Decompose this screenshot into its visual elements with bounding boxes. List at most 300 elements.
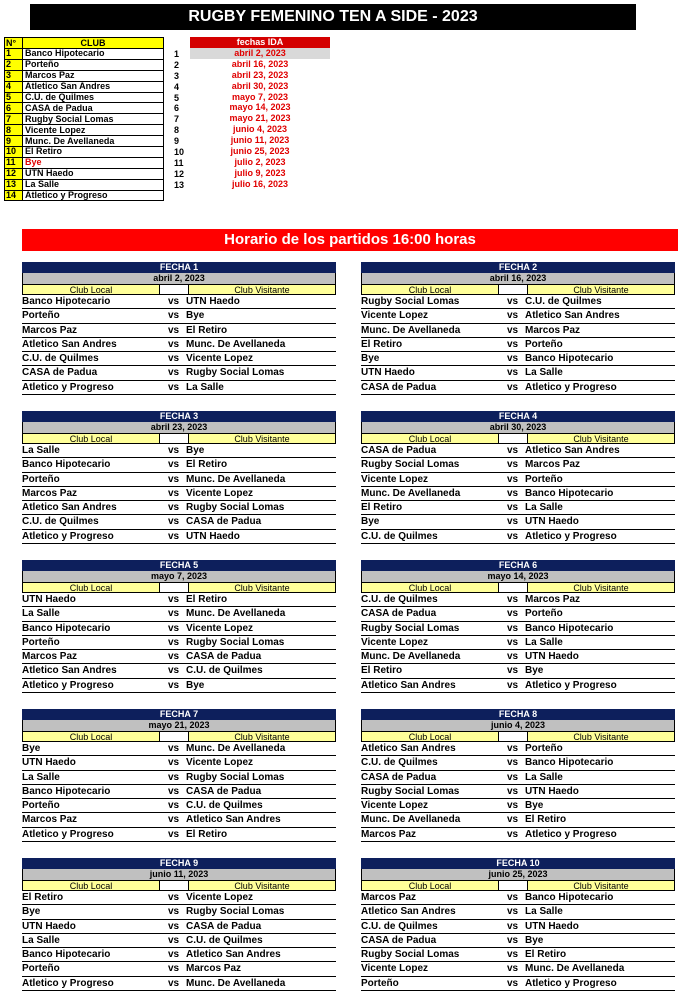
- away-club: El Retiro: [186, 594, 228, 605]
- fecha-block: [361, 262, 675, 395]
- away-club: La Salle: [186, 381, 224, 393]
- home-club: UTN Haedo: [361, 367, 415, 379]
- home-club: Atletico San Andres: [22, 502, 117, 514]
- vs-label: vs: [168, 487, 180, 499]
- home-club: El Retiro: [361, 502, 403, 514]
- clubs-table: [4, 37, 164, 201]
- col-local-header: Club Local: [22, 731, 160, 742]
- fecha-date: mayo 21, 2023: [22, 720, 336, 731]
- home-club: La Salle: [22, 771, 60, 783]
- away-club: Munc. De Avellaneda: [186, 473, 286, 485]
- vs-label: vs: [168, 608, 180, 620]
- home-club: Atletico y Progreso: [22, 530, 114, 542]
- fecha-number: 2: [174, 59, 180, 70]
- fecha-ida-date: abril 16, 2023: [231, 58, 289, 69]
- club-name: Vicente Lopez: [23, 125, 164, 136]
- match-row: [361, 799, 675, 813]
- column-header-row: [361, 880, 675, 891]
- column-header-row: [22, 582, 336, 593]
- home-club: Porteño: [22, 473, 60, 485]
- match-row: [22, 891, 336, 905]
- club-number: 6: [5, 103, 23, 114]
- match-row: [361, 756, 675, 770]
- match-row: [22, 785, 336, 799]
- vs-label: vs: [168, 516, 180, 528]
- fecha-date: abril 2, 2023: [22, 273, 336, 284]
- away-club: Bye: [525, 934, 544, 946]
- match-row: [361, 934, 675, 948]
- match-row: [22, 309, 336, 323]
- vs-label: vs: [507, 445, 519, 456]
- fecha-title: FECHA 7: [22, 709, 336, 720]
- col-local-header: Club Local: [22, 284, 160, 295]
- fecha-number: 8: [174, 125, 180, 136]
- away-club: Porteño: [525, 473, 563, 485]
- col-spacer: [160, 284, 188, 295]
- away-club: CASA de Padua: [186, 785, 262, 797]
- away-club: Vicente Lopez: [186, 757, 254, 769]
- home-club: Banco Hipotecario: [22, 949, 111, 961]
- vs-label: vs: [507, 594, 519, 605]
- match-row: [361, 664, 675, 678]
- away-club: La Salle: [525, 771, 563, 783]
- home-club: UTN Haedo: [22, 757, 76, 769]
- fecha-date: mayo 14, 2023: [361, 571, 675, 582]
- club-row: [5, 103, 164, 114]
- col-visitante-header: Club Visitante: [188, 731, 336, 742]
- fecha-block: [22, 858, 336, 991]
- away-club: La Salle: [525, 636, 563, 648]
- vs-label: vs: [168, 338, 180, 350]
- fecha-ida-date: abril 23, 2023: [231, 69, 289, 80]
- away-club: El Retiro: [186, 324, 228, 336]
- club-number: 3: [5, 70, 23, 81]
- vs-label: vs: [507, 892, 519, 903]
- club-number: 10: [5, 147, 23, 158]
- match-row: [361, 622, 675, 636]
- match-row: [361, 324, 675, 338]
- away-club: C.U. de Quilmes: [186, 934, 263, 946]
- vs-label: vs: [168, 324, 180, 336]
- away-club: Munc. De Avellaneda: [186, 608, 286, 620]
- home-club: C.U. de Quilmes: [361, 530, 438, 542]
- home-club: Atletico y Progreso: [22, 679, 114, 691]
- away-club: Porteño: [525, 338, 563, 350]
- away-club: Munc. De Avellaneda: [525, 963, 625, 975]
- vs-label: vs: [168, 785, 180, 797]
- club-name: Rugby Social Lomas: [23, 114, 164, 125]
- away-club: El Retiro: [525, 814, 567, 826]
- away-club: UTN Haedo: [186, 296, 240, 307]
- club-row: [5, 179, 164, 190]
- fecha-ida-date: junio 11, 2023: [230, 135, 290, 146]
- away-club: Atletico San Andres: [186, 949, 281, 961]
- vs-label: vs: [507, 651, 519, 663]
- club-name: Munc. De Avellaneda: [23, 136, 164, 147]
- away-club: UTN Haedo: [525, 516, 579, 528]
- fecha-number: 10: [174, 147, 185, 158]
- match-row: [361, 487, 675, 501]
- column-header-row: [22, 731, 336, 742]
- match-row: [361, 338, 675, 352]
- home-club: Banco Hipotecario: [22, 785, 111, 797]
- away-club: Banco Hipotecario: [525, 487, 614, 499]
- clubs-header-num: N°: [5, 38, 23, 49]
- match-row: [361, 593, 675, 607]
- fechas-ida-list: [190, 37, 330, 190]
- vs-label: vs: [168, 757, 180, 769]
- match-row: [22, 352, 336, 366]
- away-club: Vicente Lopez: [186, 622, 254, 634]
- vs-label: vs: [168, 310, 180, 322]
- fecha-ida-date: julio 16, 2023: [231, 178, 289, 189]
- away-club: Banco Hipotecario: [525, 622, 614, 634]
- match-row: [22, 444, 336, 458]
- away-club: La Salle: [525, 906, 563, 918]
- home-club: La Salle: [22, 445, 60, 456]
- fecha-title: FECHA 1: [22, 262, 336, 273]
- club-name: Bye: [23, 157, 164, 168]
- match-row: [22, 813, 336, 827]
- fecha-date: junio 4, 2023: [361, 720, 675, 731]
- club-row: [5, 157, 164, 168]
- home-club: Marcos Paz: [361, 892, 417, 903]
- col-visitante-header: Club Visitante: [188, 284, 336, 295]
- col-visitante-header: Club Visitante: [188, 880, 336, 891]
- vs-label: vs: [507, 949, 519, 961]
- fecha-title: FECHA 3: [22, 411, 336, 422]
- club-row: [5, 136, 164, 147]
- home-club: Atletico San Andres: [22, 338, 117, 350]
- home-club: Banco Hipotecario: [22, 296, 111, 307]
- vs-label: vs: [507, 906, 519, 918]
- match-row: [22, 501, 336, 515]
- match-row: [22, 962, 336, 976]
- club-number: 13: [5, 179, 23, 190]
- fecha-block: [361, 560, 675, 693]
- vs-label: vs: [507, 622, 519, 634]
- away-club: Porteño: [525, 743, 563, 754]
- vs-label: vs: [507, 296, 519, 307]
- away-club: Rugby Social Lomas: [186, 502, 285, 514]
- home-club: Atletico y Progreso: [22, 381, 114, 393]
- vs-label: vs: [168, 502, 180, 514]
- fecha-number: 12: [174, 168, 185, 179]
- col-local-header: Club Local: [22, 582, 160, 593]
- home-club: Vicente Lopez: [361, 636, 429, 648]
- vs-label: vs: [507, 516, 519, 528]
- match-row: [361, 813, 675, 827]
- column-header-row: [361, 582, 675, 593]
- away-club: Atletico y Progreso: [525, 828, 617, 840]
- fecha-block: [22, 560, 336, 693]
- fecha-ida-date: mayo 14, 2023: [229, 102, 291, 113]
- vs-label: vs: [168, 636, 180, 648]
- club-row: [5, 81, 164, 92]
- match-row: [22, 530, 336, 544]
- home-club: C.U. de Quilmes: [22, 353, 99, 365]
- club-name: UTN Haedo: [23, 168, 164, 179]
- vs-label: vs: [507, 459, 519, 471]
- club-name: Atletico y Progreso: [23, 190, 164, 201]
- fecha-block: [361, 411, 675, 544]
- col-spacer: [499, 433, 527, 444]
- match-row: [361, 679, 675, 693]
- home-club: La Salle: [22, 934, 60, 946]
- col-spacer: [499, 731, 527, 742]
- club-number: 14: [5, 190, 23, 201]
- away-club: Rugby Social Lomas: [186, 367, 285, 379]
- col-local-header: Club Local: [361, 582, 499, 593]
- match-row: [22, 487, 336, 501]
- home-club: Rugby Social Lomas: [361, 949, 460, 961]
- away-club: Atletico y Progreso: [525, 530, 617, 542]
- fecha-ida-date: junio 4, 2023: [232, 124, 288, 135]
- vs-label: vs: [168, 473, 180, 485]
- match-row: [22, 593, 336, 607]
- home-club: Bye: [22, 743, 41, 754]
- home-club: CASA de Padua: [361, 934, 437, 946]
- home-club: Porteño: [361, 977, 399, 989]
- home-club: Marcos Paz: [361, 828, 417, 840]
- fecha-title: FECHA 5: [22, 560, 336, 571]
- club-number: 9: [5, 136, 23, 147]
- col-visitante-header: Club Visitante: [527, 284, 675, 295]
- away-club: El Retiro: [525, 949, 567, 961]
- fecha-title: FECHA 8: [361, 709, 675, 720]
- match-row: [361, 352, 675, 366]
- home-club: El Retiro: [22, 892, 64, 903]
- home-club: Atletico San Andres: [361, 906, 456, 918]
- vs-label: vs: [507, 502, 519, 514]
- away-club: Bye: [525, 665, 544, 677]
- col-visitante-header: Club Visitante: [527, 433, 675, 444]
- fecha-ida-date: abril 30, 2023: [231, 80, 289, 91]
- vs-label: vs: [168, 743, 180, 754]
- match-row: [361, 636, 675, 650]
- vs-label: vs: [507, 743, 519, 754]
- home-club: Bye: [22, 906, 41, 918]
- match-row: [361, 444, 675, 458]
- away-club: La Salle: [525, 502, 563, 514]
- column-header-row: [22, 433, 336, 444]
- fecha-number: 9: [174, 136, 180, 147]
- away-club: El Retiro: [186, 828, 228, 840]
- home-club: Munc. De Avellaneda: [361, 487, 461, 499]
- fecha-date: junio 25, 2023: [361, 869, 675, 880]
- away-club: Banco Hipotecario: [525, 757, 614, 769]
- match-row: [361, 920, 675, 934]
- home-club: Vicente Lopez: [361, 800, 429, 812]
- away-club: UTN Haedo: [525, 785, 579, 797]
- away-club: Atletico y Progreso: [525, 679, 617, 691]
- home-club: Atletico San Andres: [361, 743, 456, 754]
- vs-label: vs: [507, 608, 519, 620]
- col-local-header: Club Local: [361, 880, 499, 891]
- col-local-header: Club Local: [361, 433, 499, 444]
- home-club: Bye: [361, 516, 380, 528]
- home-club: Marcos Paz: [22, 814, 78, 826]
- col-visitante-header: Club Visitante: [527, 880, 675, 891]
- col-spacer: [160, 433, 188, 444]
- away-club: Porteño: [525, 608, 563, 620]
- home-club: Munc. De Avellaneda: [361, 324, 461, 336]
- vs-label: vs: [507, 353, 519, 365]
- match-row: [361, 650, 675, 664]
- col-visitante-header: Club Visitante: [188, 582, 336, 593]
- vs-label: vs: [168, 594, 180, 605]
- match-row: [361, 891, 675, 905]
- vs-label: vs: [507, 473, 519, 485]
- vs-label: vs: [168, 949, 180, 961]
- vs-label: vs: [168, 771, 180, 783]
- vs-label: vs: [507, 487, 519, 499]
- vs-label: vs: [507, 771, 519, 783]
- vs-label: vs: [168, 828, 180, 840]
- club-row: [5, 125, 164, 136]
- col-spacer: [160, 880, 188, 891]
- match-row: [22, 742, 336, 756]
- match-row: [361, 366, 675, 380]
- home-club: C.U. de Quilmes: [22, 516, 99, 528]
- home-club: Atletico San Andres: [22, 665, 117, 677]
- match-row: [22, 664, 336, 678]
- col-local-header: Club Local: [22, 880, 160, 891]
- home-club: Atletico San Andres: [361, 679, 456, 691]
- fecha-block: [22, 709, 336, 842]
- fecha-date: mayo 7, 2023: [22, 571, 336, 582]
- fecha-block: [361, 709, 675, 842]
- home-club: Rugby Social Lomas: [361, 459, 460, 471]
- vs-label: vs: [168, 530, 180, 542]
- fecha-block: [361, 858, 675, 991]
- vs-label: vs: [507, 679, 519, 691]
- club-row: [5, 114, 164, 125]
- club-name: Porteño: [23, 59, 164, 70]
- col-spacer: [499, 880, 527, 891]
- club-row: [5, 168, 164, 179]
- away-club: Bye: [186, 445, 205, 456]
- home-club: Rugby Social Lomas: [361, 296, 460, 307]
- fecha-number: 4: [174, 81, 180, 92]
- home-club: Banco Hipotecario: [22, 622, 111, 634]
- home-club: C.U. de Quilmes: [361, 920, 438, 932]
- vs-label: vs: [168, 800, 180, 812]
- away-club: Atletico San Andres: [186, 814, 281, 826]
- away-club: Bye: [525, 800, 544, 812]
- vs-label: vs: [168, 920, 180, 932]
- vs-label: vs: [507, 367, 519, 379]
- away-club: C.U. de Quilmes: [525, 296, 602, 307]
- match-row: [22, 799, 336, 813]
- home-club: Rugby Social Lomas: [361, 622, 460, 634]
- match-row: [22, 366, 336, 380]
- vs-label: vs: [168, 665, 180, 677]
- vs-label: vs: [507, 636, 519, 648]
- home-club: Porteño: [22, 310, 60, 322]
- home-club: Porteño: [22, 800, 60, 812]
- vs-label: vs: [507, 338, 519, 350]
- away-club: Vicente Lopez: [186, 353, 254, 365]
- match-row: [361, 295, 675, 309]
- fecha-number: 1: [174, 49, 180, 59]
- column-header-row: [361, 731, 675, 742]
- vs-label: vs: [507, 665, 519, 677]
- club-number: 2: [5, 59, 23, 70]
- home-club: C.U. de Quilmes: [361, 594, 438, 605]
- club-name: C.U. de Quilmes: [23, 92, 164, 103]
- home-club: Bye: [361, 353, 380, 365]
- match-row: [22, 948, 336, 962]
- vs-label: vs: [507, 757, 519, 769]
- page-title: RUGBY FEMENINO TEN A SIDE - 2023: [30, 4, 636, 30]
- away-club: Atletico y Progreso: [525, 381, 617, 393]
- away-club: Marcos Paz: [525, 459, 581, 471]
- fecha-ida-date: junio 25, 2023: [230, 146, 290, 157]
- vs-label: vs: [168, 367, 180, 379]
- club-name: El Retiro: [23, 147, 164, 158]
- home-club: CASA de Padua: [361, 445, 437, 456]
- col-visitante-header: Club Visitante: [527, 582, 675, 593]
- away-club: Munc. De Avellaneda: [186, 743, 286, 754]
- vs-label: vs: [507, 963, 519, 975]
- vs-label: vs: [168, 445, 180, 456]
- away-club: Rugby Social Lomas: [186, 771, 285, 783]
- vs-label: vs: [507, 934, 519, 946]
- club-name: La Salle: [23, 179, 164, 190]
- away-club: UTN Haedo: [525, 651, 579, 663]
- home-club: Atletico y Progreso: [22, 828, 114, 840]
- vs-label: vs: [168, 892, 180, 903]
- match-row: [361, 948, 675, 962]
- vs-label: vs: [507, 324, 519, 336]
- fecha-title: FECHA 10: [361, 858, 675, 869]
- column-header-row: [22, 284, 336, 295]
- away-club: CASA de Padua: [186, 516, 262, 528]
- club-row: [5, 49, 164, 60]
- match-row: [22, 338, 336, 352]
- column-header-row: [22, 880, 336, 891]
- match-row: [361, 962, 675, 976]
- club-number: 4: [5, 81, 23, 92]
- away-club: Atletico San Andres: [525, 445, 620, 456]
- fecha-number: 3: [174, 70, 180, 81]
- vs-label: vs: [507, 977, 519, 989]
- match-row: [22, 905, 336, 919]
- col-spacer: [499, 582, 527, 593]
- col-local-header: Club Local: [361, 284, 499, 295]
- away-club: Marcos Paz: [186, 963, 242, 975]
- away-club: Banco Hipotecario: [525, 353, 614, 365]
- fecha-date: junio 11, 2023: [22, 869, 336, 880]
- fecha-ida-date: julio 2, 2023: [234, 156, 286, 167]
- home-club: Munc. De Avellaneda: [361, 814, 461, 826]
- match-row: [22, 515, 336, 529]
- vs-label: vs: [507, 800, 519, 812]
- club-name: Marcos Paz: [23, 70, 164, 81]
- col-visitante-header: Club Visitante: [527, 731, 675, 742]
- away-club: Atletico y Progreso: [525, 977, 617, 989]
- fecha-date: abril 30, 2023: [361, 422, 675, 433]
- home-club: El Retiro: [361, 665, 403, 677]
- vs-label: vs: [507, 530, 519, 542]
- home-club: CASA de Padua: [361, 608, 437, 620]
- match-row: [22, 473, 336, 487]
- match-row: [22, 934, 336, 948]
- home-club: Rugby Social Lomas: [361, 785, 460, 797]
- match-row: [361, 309, 675, 323]
- match-row: [361, 458, 675, 472]
